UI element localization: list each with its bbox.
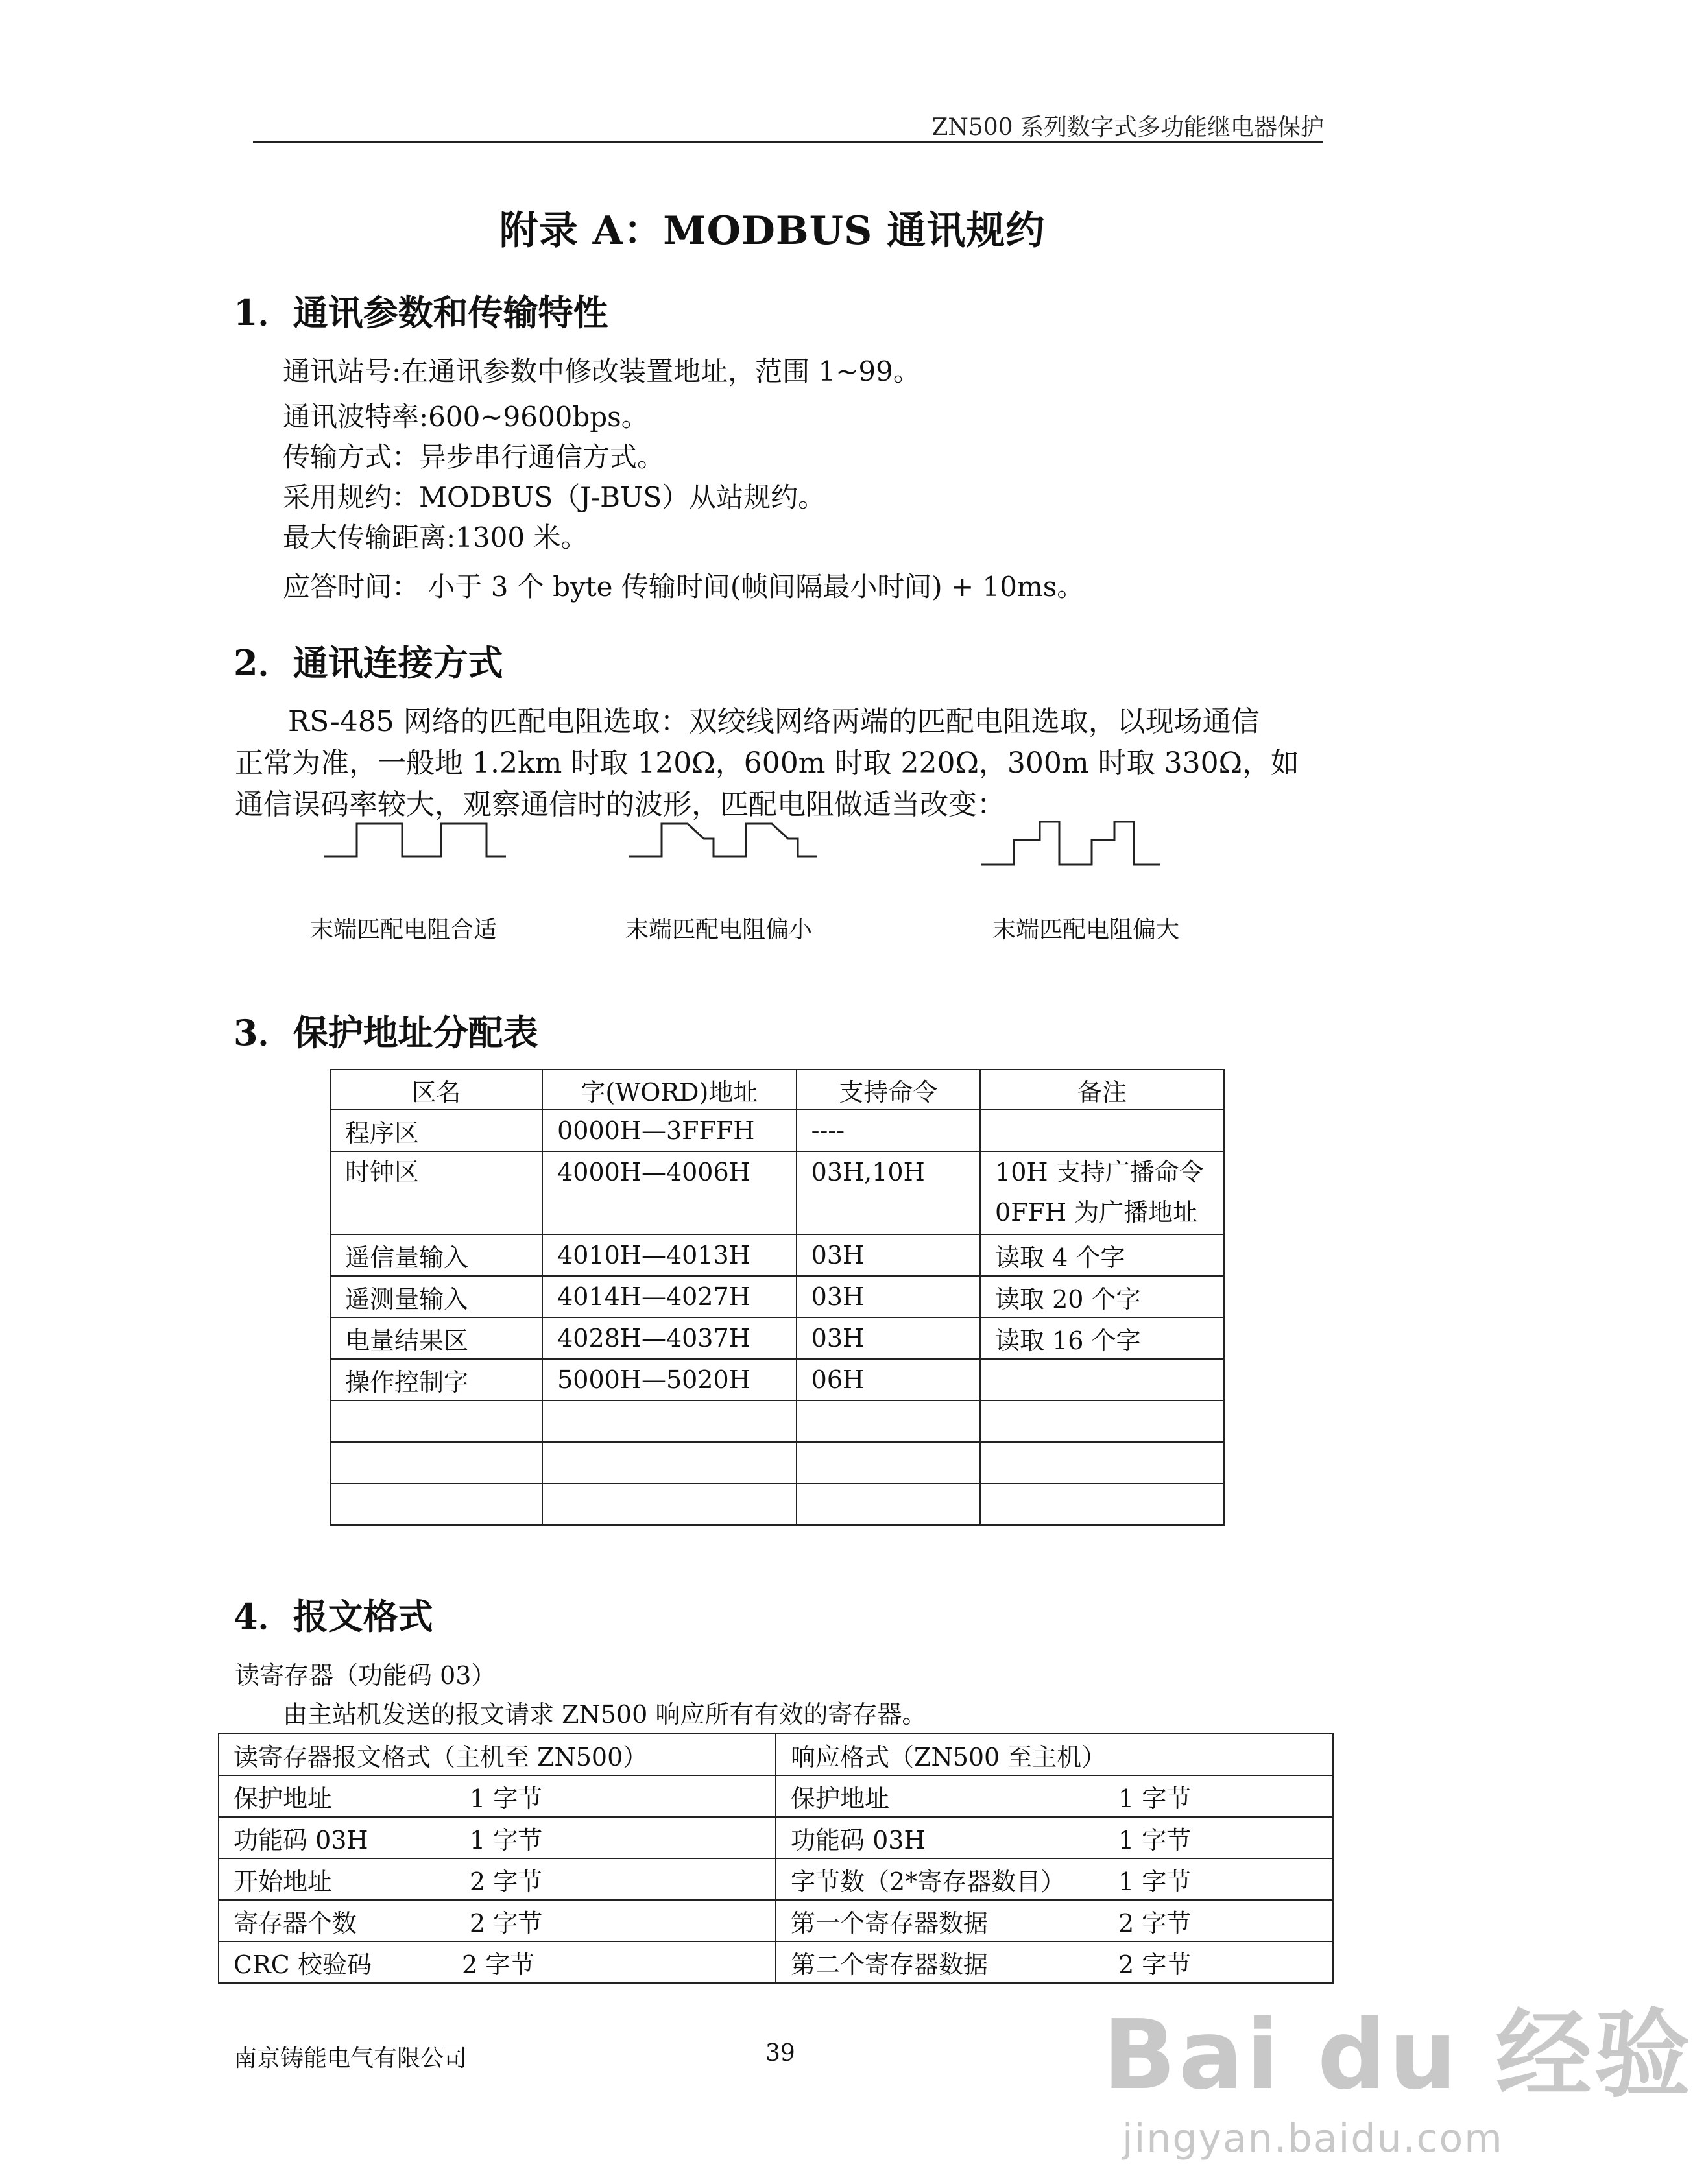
table-cell	[219, 1900, 776, 1941]
table-row	[330, 1276, 1224, 1317]
table-cell: 03H	[797, 1317, 980, 1359]
field-size: 1 字节	[1118, 1825, 1192, 1854]
column-header: 备注	[980, 1070, 1224, 1110]
table-cell: 程序区	[330, 1110, 542, 1151]
note-line: 0FFH 为广播地址	[995, 1198, 1198, 1227]
section1-line: 最大传输距离:1300 米。	[283, 522, 588, 553]
waveform-large	[978, 814, 1186, 872]
field-size: 2 字节	[470, 1908, 543, 1938]
table-cell: 操作控制字	[330, 1359, 542, 1400]
section4-intro: 由主站机发送的报文请求 ZN500 响应所有有效的寄存器。	[283, 1700, 927, 1729]
field-name: 第一个寄存器数据	[791, 1908, 989, 1938]
table-row	[330, 1151, 1224, 1234]
table-cell: 读取 20 个字	[980, 1276, 1224, 1317]
table-cell: 4014H—4027H	[542, 1276, 797, 1317]
footer-company: 南京铸能电气有限公司	[234, 2045, 468, 2072]
section1-line: 通讯站号:在通讯参数中修改装置地址，范围 1~99。	[283, 355, 920, 387]
waveform-caption: 末端匹配电阻合适	[310, 917, 498, 943]
empty-row	[330, 1400, 1224, 1442]
page-number: 39	[765, 2040, 795, 2067]
table-row	[330, 1359, 1224, 1400]
field-name: CRC 校验码	[234, 1950, 372, 1979]
table-row	[330, 1317, 1224, 1359]
section3-heading: 3．保护地址分配表	[234, 1012, 538, 1053]
field-size: 2 字节	[1118, 1950, 1192, 1979]
waveform-small	[626, 814, 821, 866]
field-name: 寄存器个数	[234, 1908, 357, 1938]
section1-line: 通讯波特率:600~9600bps。	[283, 401, 649, 433]
table-cell	[776, 1817, 1333, 1858]
field-size: 1 字节	[1118, 1784, 1192, 1813]
section1-line: 应答时间： 小于 3 个 byte 传输时间(帧间隔最小时间) + 10ms。	[283, 571, 1085, 603]
field-name: 第二个寄存器数据	[791, 1950, 989, 1979]
table-header-row	[219, 1734, 1333, 1775]
column-header: 区名	[330, 1070, 542, 1110]
field-size: 2 字节	[462, 1950, 535, 1979]
table-row	[219, 1900, 1333, 1941]
table-cell: 读取 16 个字	[980, 1317, 1224, 1359]
address-table	[330, 1069, 1225, 1526]
table-cell: 5000H—5020H	[542, 1359, 797, 1400]
table-cell: 4010H—4013H	[542, 1234, 797, 1276]
column-header: 支持命令	[797, 1070, 980, 1110]
section1-line: 采用规约：MODBUS（J-BUS）从站规约。	[283, 481, 826, 513]
table-cell	[980, 1359, 1224, 1400]
empty-row	[330, 1442, 1224, 1483]
field-name: 保护地址	[234, 1784, 333, 1813]
table-cell	[980, 1151, 1224, 1234]
watermark-url: jingyan.baidu.com	[1122, 2116, 1504, 2161]
note-line: 10H 支持广播命令	[995, 1158, 1204, 1186]
header-rule	[253, 141, 1323, 143]
field-size: 2 字节	[1118, 1908, 1192, 1938]
table-cell	[219, 1941, 776, 1983]
table-cell	[980, 1110, 1224, 1151]
field-name: 功能码 03H	[791, 1825, 926, 1854]
table-cell: 时钟区	[330, 1151, 542, 1234]
section4-heading: 4．报文格式	[234, 1596, 433, 1637]
column-header: 响应格式（ZN500 至主机）	[776, 1734, 1333, 1775]
field-size: 1 字节	[1118, 1867, 1192, 1896]
table-cell: 03H,10H	[797, 1151, 980, 1234]
table-cell	[219, 1775, 776, 1817]
field-name: 开始地址	[234, 1867, 333, 1896]
message-format-table	[218, 1733, 1334, 1984]
section1-line: 传输方式：异步串行通信方式。	[283, 441, 665, 473]
waveform-matched	[318, 814, 512, 866]
table-cell: 4000H—4006H	[542, 1151, 797, 1234]
table-row	[219, 1817, 1333, 1858]
table-cell: ----	[797, 1110, 980, 1151]
table-cell: 电量结果区	[330, 1317, 542, 1359]
table-cell	[219, 1817, 776, 1858]
baidu-watermark	[1103, 1978, 1693, 2161]
table-cell: 06H	[797, 1359, 980, 1400]
field-size: 1 字节	[470, 1825, 543, 1854]
section2-heading: 2．通讯连接方式	[234, 642, 503, 684]
table-cell: 读取 4 个字	[980, 1234, 1224, 1276]
section1-heading: 1．通讯参数和传输特性	[234, 292, 608, 333]
table-cell: 遥信量输入	[330, 1234, 542, 1276]
table-cell: 03H	[797, 1276, 980, 1317]
field-name: 功能码 03H	[234, 1825, 368, 1854]
waveform-caption: 末端匹配电阻偏小	[625, 917, 813, 943]
field-size: 2 字节	[470, 1867, 543, 1896]
table-cell: 4028H—4037H	[542, 1317, 797, 1359]
table-cell	[776, 1858, 1333, 1900]
table-row	[219, 1775, 1333, 1817]
field-name: 字节数（2*寄存器数目）	[791, 1867, 1066, 1896]
section2-line: 通信误码率较大，观察通信时的波形，匹配电阻做适当改变：	[235, 788, 1005, 821]
table-row	[219, 1941, 1333, 1983]
section4-subheading: 读寄存器（功能码 03）	[235, 1661, 496, 1690]
table-cell	[776, 1775, 1333, 1817]
table-cell: 遥测量输入	[330, 1276, 542, 1317]
table-cell	[776, 1941, 1333, 1983]
column-header: 读寄存器报文格式（主机至 ZN500）	[219, 1734, 776, 1775]
watermark-brand: Bai du 经验	[1103, 1999, 1693, 2111]
section2-line: RS-485 网络的匹配电阻选取：双绞线网络两端的匹配电阻选取，以现场通信	[288, 705, 1260, 738]
table-cell	[219, 1858, 776, 1900]
table-cell: 03H	[797, 1234, 980, 1276]
empty-row	[330, 1483, 1224, 1525]
header-title: ZN500 系列数字式多功能继电器保护	[931, 114, 1324, 141]
table-cell	[776, 1900, 1333, 1941]
table-row	[330, 1110, 1224, 1151]
table-header-row	[330, 1070, 1224, 1110]
table-row	[219, 1858, 1333, 1900]
document-title: 附录 A：MODBUS 通讯规约	[499, 208, 1046, 254]
field-size: 1 字节	[470, 1784, 543, 1813]
section2-line: 正常为准，一般地 1.2km 时取 120Ω，600m 时取 220Ω，300m 时取 330Ω，如	[235, 747, 1300, 780]
table-cell: 0000H—3FFFH	[542, 1110, 797, 1151]
column-header: 字(WORD)地址	[542, 1070, 797, 1110]
table-row	[330, 1234, 1224, 1276]
waveform-caption: 末端匹配电阻偏大	[992, 917, 1180, 943]
field-name: 保护地址	[791, 1784, 890, 1813]
